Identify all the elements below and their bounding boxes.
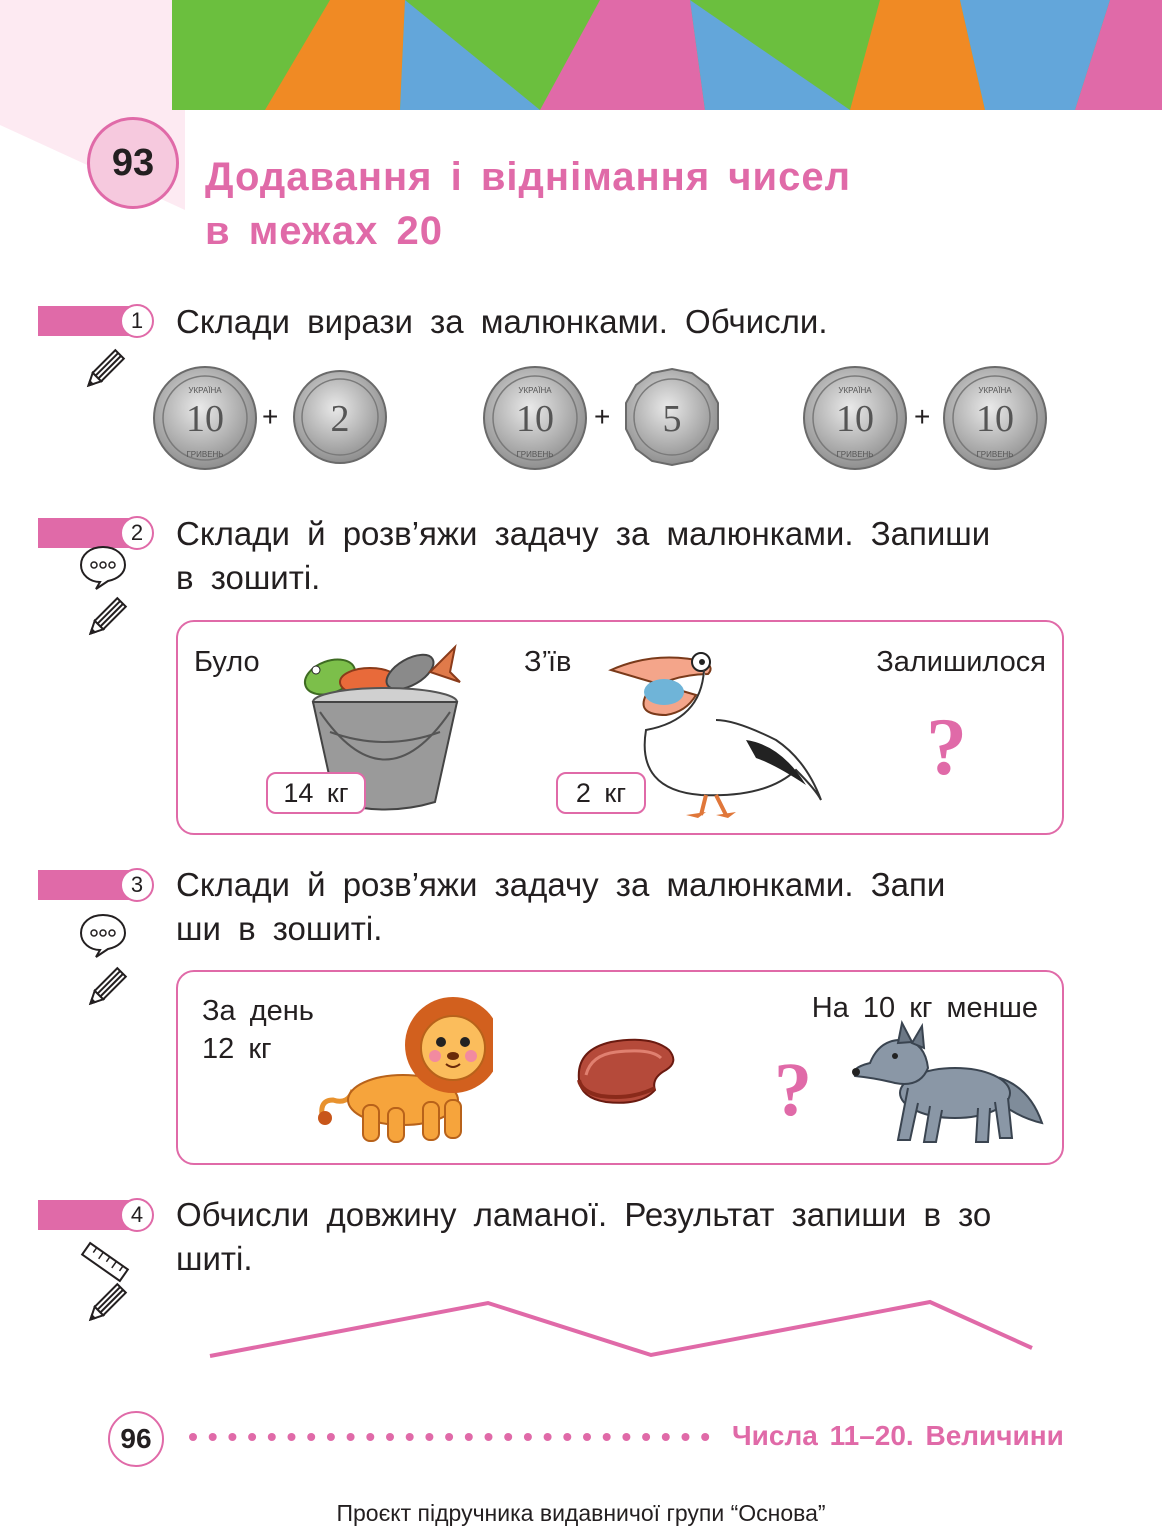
divider-dot: [622, 1433, 630, 1441]
lesson-number-badge: [87, 117, 179, 209]
speech-bubble-icon: [78, 544, 128, 590]
label-per-day: [202, 992, 314, 1068]
divider-dot: [406, 1433, 414, 1441]
pencil-icon: [82, 594, 130, 642]
task-instruction-line2: ши в зошиті.: [176, 910, 383, 947]
coin-top-text: УКРАЇНА: [518, 386, 552, 395]
task2-picture-box: [176, 620, 1064, 835]
task-number-label: 2: [130, 520, 144, 545]
plus-sign: +: [262, 401, 279, 432]
page-number-badge: [108, 1411, 164, 1467]
task-number-label: 1: [130, 308, 144, 333]
coin-top-text: УКРАЇНА: [188, 386, 222, 395]
task-number-label: 4: [130, 1202, 144, 1227]
label-ate: З’їв: [524, 646, 572, 678]
coin-10-hryvnia: [152, 365, 258, 471]
task-number: [120, 868, 154, 902]
weight-tag-ate: 2 кг: [556, 772, 646, 814]
coin-row: [152, 365, 1062, 470]
task-instruction-line1: Склади й розв’яжи задачу за малюнками. Запиши: [176, 515, 991, 552]
top-banner: [0, 0, 1162, 110]
task-instruction: Склади вирази за малюнками. Обчисли.: [176, 303, 828, 340]
lesson-number: 93: [111, 141, 155, 184]
coin-bottom-text: ГРИВЕНЬ: [836, 450, 874, 459]
coin-value: 10: [976, 398, 1014, 440]
weight-tag-was: 14 кг: [266, 772, 366, 814]
pencil-icon: [82, 964, 130, 1012]
coin-10-hryvnia: [482, 365, 588, 471]
project-caption: Проєкт підручника видавничої групи “Основа”: [336, 1500, 826, 1526]
divider-dot: [307, 1433, 315, 1441]
label-was: Було: [194, 646, 260, 678]
question-mark: ?: [926, 701, 967, 792]
divider-dot: [662, 1433, 670, 1441]
coin-2-hryvnia: [292, 369, 388, 465]
lesson-title-line1: Додавання і віднімання чисел: [205, 155, 851, 199]
divider-dot: [347, 1433, 355, 1441]
divider-dot: [425, 1433, 433, 1441]
coin-5-hryvnia: [622, 367, 722, 467]
coin-bottom-text: ГРИВЕНЬ: [976, 450, 1014, 459]
meat-image: [571, 1030, 681, 1110]
coin-value: 10: [836, 398, 874, 440]
divider-dot: [366, 1433, 374, 1441]
coin-value: 2: [330, 398, 350, 440]
label-less: На 10 кг менше: [811, 992, 1038, 1024]
lesson-title-line2: в межах 20: [205, 209, 443, 253]
divider-dot: [504, 1433, 512, 1441]
coin-10-hryvnia: [942, 365, 1048, 471]
lion-image: [313, 990, 493, 1148]
divider-dot: [583, 1433, 591, 1441]
divider-dot: [485, 1433, 493, 1441]
task-number-label: 3: [130, 872, 144, 897]
divider-dot: [544, 1433, 552, 1441]
label-per-day-line2: 12 кг: [202, 1033, 272, 1065]
coin-10-hryvnia: [802, 365, 908, 471]
question-mark: ?: [774, 1048, 812, 1132]
coin-top-text: УКРАЇНА: [978, 386, 1012, 395]
task-number: [120, 1198, 154, 1232]
divider-dot: [524, 1433, 532, 1441]
plus-sign: +: [594, 401, 611, 432]
speech-bubble-icon: [78, 912, 128, 958]
coin-bottom-text: ГРИВЕНЬ: [186, 450, 224, 459]
label-per-day-line1: За день: [202, 995, 314, 1027]
divider-dot: [701, 1433, 709, 1441]
divider-dot: [209, 1433, 217, 1441]
task-instruction-line1: Склади й розв’яжи задачу за малюнками. Запи: [176, 866, 946, 903]
divider-dot: [288, 1433, 296, 1441]
divider-dot: [445, 1433, 453, 1441]
coin-value: 5: [662, 398, 682, 440]
polyline-figure: [0, 1290, 1162, 1370]
ruler-icon: [80, 1240, 130, 1284]
task-number: [120, 304, 154, 338]
task-instruction: [176, 1193, 1076, 1281]
divider-dot: [228, 1433, 236, 1441]
coin-top-text: УКРАЇНА: [838, 386, 872, 395]
divider-dot: [386, 1433, 394, 1441]
divider-dot: [563, 1433, 571, 1441]
task-instruction-line2: шиті.: [176, 1240, 253, 1277]
divider-dot: [682, 1433, 690, 1441]
divider-dot: [189, 1433, 197, 1441]
task-instruction: [176, 512, 1076, 600]
divider-dot: [603, 1433, 611, 1441]
dotted-divider: [186, 1430, 726, 1444]
wolf-image: [850, 1018, 1046, 1148]
task-instruction: [176, 863, 1076, 951]
label-left: Залишилося: [876, 646, 1046, 678]
divider-dot: [268, 1433, 276, 1441]
lesson-title: [205, 150, 851, 258]
pencil-icon: [80, 346, 128, 394]
coin-bottom-text: ГРИВЕНЬ: [516, 450, 554, 459]
divider-dot: [465, 1433, 473, 1441]
coin-value: 10: [186, 398, 224, 440]
task-instruction-line1: Обчисли довжину ламаної. Результат запиши в зо: [176, 1196, 992, 1233]
divider-dot: [248, 1433, 256, 1441]
task-instruction-line2: в зошиті.: [176, 559, 321, 596]
page-number: 96: [120, 1423, 152, 1454]
plus-sign: +: [914, 401, 931, 432]
task3-picture-box: [176, 970, 1064, 1165]
coin-value: 10: [516, 398, 554, 440]
divider-dot: [327, 1433, 335, 1441]
section-title: Числа 11–20. Величини: [732, 1420, 1064, 1451]
divider-dot: [642, 1433, 650, 1441]
